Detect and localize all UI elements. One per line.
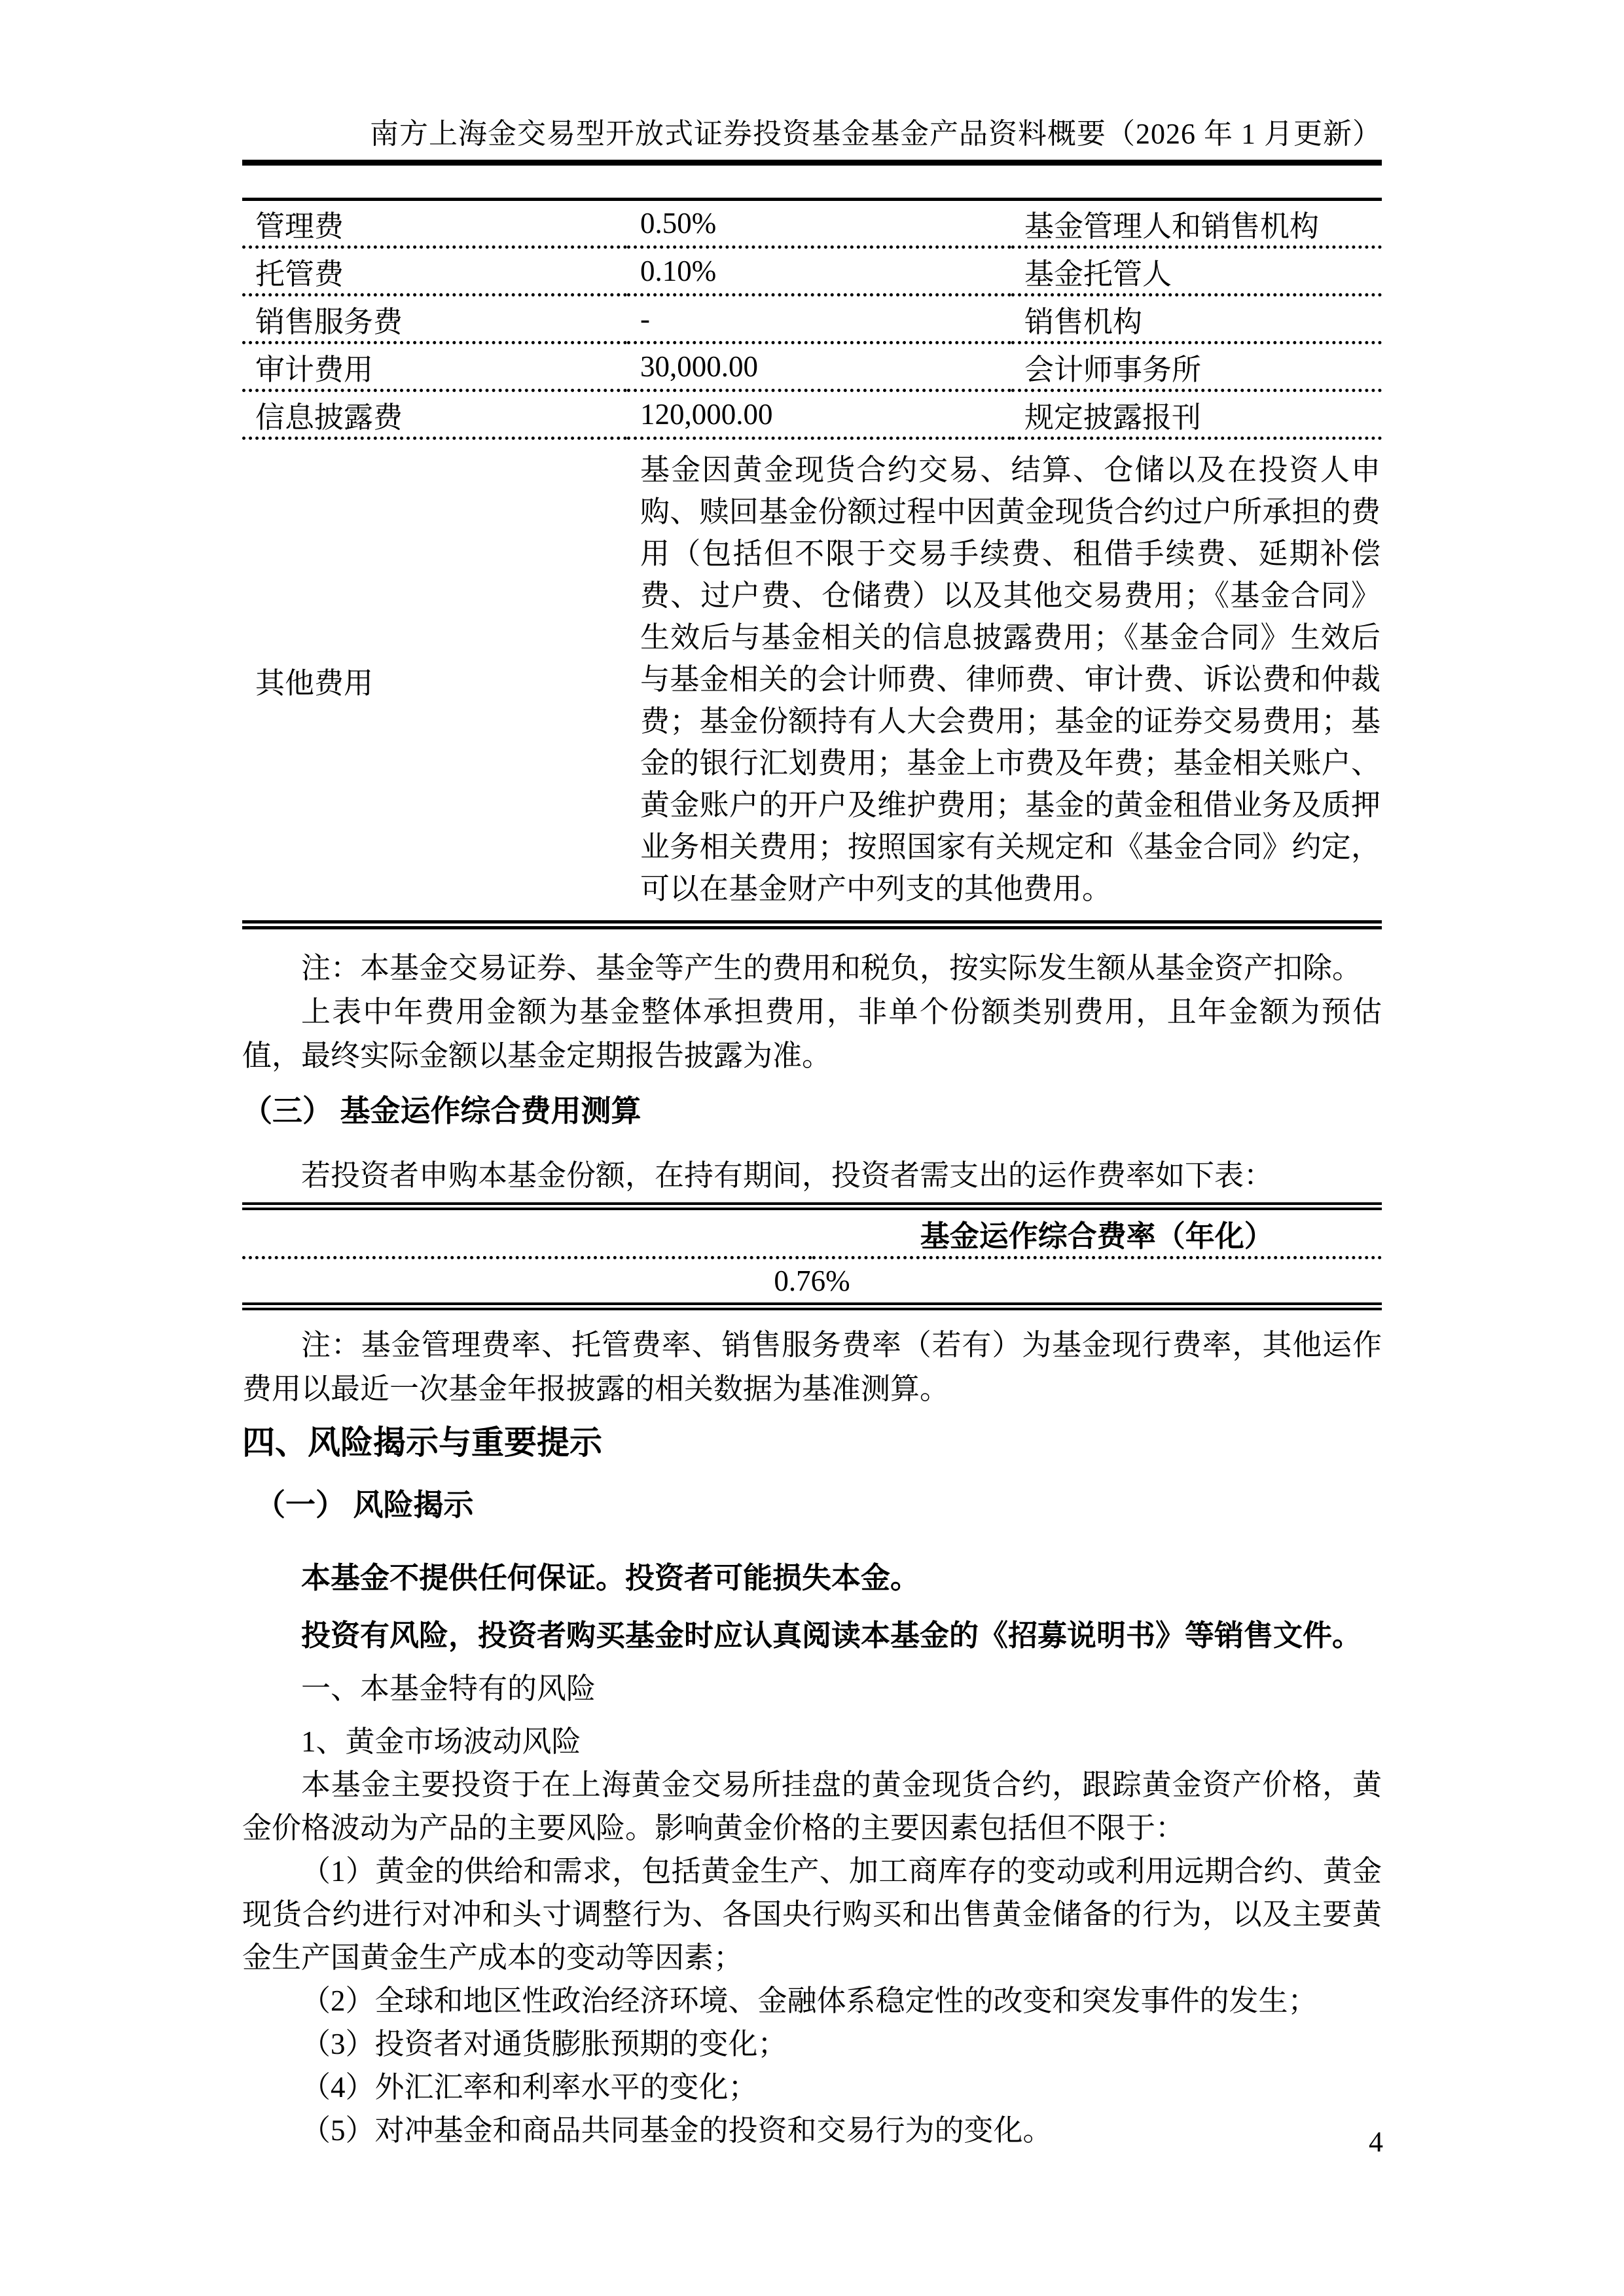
- table-row: [242, 295, 1382, 343]
- risk1-title: 1、黄金市场波动风险: [301, 1725, 581, 1758]
- risk1-intro: 本基金主要投资于在上海黄金交易所挂盘的黄金现货合约，跟踪黄金资产价格，黄金价格波动为产品的主要风险。影响黄金价格的主要因素包括但不限于：: [242, 1768, 1382, 1844]
- risk-factor-5: （5）对冲基金和商品共同基金的投资和交易行为的变化。: [301, 2114, 1053, 2147]
- operation-cost-intro: 若投资者申购本基金份额，在持有期间，投资者需支出的运作费率如下表：: [301, 1159, 1274, 1192]
- fee-value: -: [627, 295, 1011, 343]
- operation-cost-note: 注：基金管理费率、托管费率、销售服务费率（若有）为基金现行费率，其他运作费用以最近一次基金年报披露的相关数据为基准测算。: [242, 1329, 1382, 1405]
- fee-name: 销售服务费: [242, 295, 627, 343]
- table-row: [242, 247, 1382, 295]
- fee-payee: 会计师事务所: [1011, 343, 1382, 391]
- table-row-other-fees: [242, 439, 1382, 925]
- fee-name: 托管费: [242, 247, 627, 295]
- fee-value: 0.50%: [627, 200, 1011, 247]
- fee-name: 其他费用: [255, 666, 374, 700]
- table-row: [242, 1258, 1382, 1307]
- empty-cell: [242, 1206, 812, 1258]
- risk-factor-2: （2）全球和地区性政治经济环境、金融体系稳定性的改变和突发事件的发生；: [301, 1984, 1318, 2017]
- header-rule: [242, 160, 1382, 166]
- fee-value: 120,000.00: [627, 391, 1011, 439]
- fee-payee: 基金托管人: [1011, 247, 1382, 295]
- fee-payee: 销售机构: [1011, 295, 1382, 343]
- table-row: [242, 200, 1382, 247]
- risk-factor-4: （4）外汇汇率和利率水平的变化；: [301, 2071, 758, 2104]
- fee-value: 30,000.00: [627, 343, 1011, 391]
- operation-cost-table: [242, 1202, 1382, 1310]
- fee-table-note-1: 注：本基金交易证券、基金等产生的费用和税负，按实际发生额从基金资产扣除。: [301, 952, 1362, 984]
- page-number: 4: [1369, 2126, 1383, 2158]
- risk-factor-1: （1）黄金的供给和需求，包括黄金生产、加工商库存的变动或利用远期合约、黄金现货合约进行对冲和头寸调整行为、各国央行购买和出售黄金储备的行为，以及主要黄金生产国黄金生产成本的变动等因素；: [242, 1855, 1382, 1974]
- fee-name: 信息披露费: [242, 391, 627, 439]
- fee-value: 0.10%: [627, 247, 1011, 295]
- page-content: [242, 0, 1382, 2152]
- table-row: [242, 343, 1382, 391]
- table-row: [242, 391, 1382, 439]
- other-fees-description: 基金因黄金现货合约交易、结算、仓储以及在投资人申购、赎回基金份额过程中因黄金现货合约过户所承担的费用（包括但不限于交易手续费、租借手续费、延期补偿费、过户费、仓储费）以及其他交易费用；《基金合同》生效后与基金相关的信息披露费用；《基金合同》生效后与基金相关的会计师费、律师费、审计费、诉讼费和仲裁费；基金份额持有人大会费用；基金的证券交易费用；基金的银行汇划费用；基金上市费及年费；基金相关账户、黄金账户的开户及维护费用；基金的黄金租借业务及质押业务相关费用；按照国家有关规定和《基金合同》约定，可以在基金财产中列支的其他费用。: [640, 454, 1380, 905]
- operation-rate-value: 0.76%: [774, 1265, 850, 1297]
- fee-payee: 基金管理人和销售机构: [1011, 200, 1382, 247]
- fee-name: 管理费: [242, 200, 627, 247]
- subsection-heading-risk: （一） 风险揭示: [255, 1488, 474, 1522]
- operation-rate-header: 基金运作综合费率（年化）: [812, 1206, 1382, 1258]
- risk-warning-read-prospectus: 投资有风险，投资者购买基金时应认真阅读本基金的《招募说明书》等销售文件。: [301, 1619, 1362, 1652]
- section-heading-risk-disclosure: 四、风险揭示与重要提示: [242, 1424, 602, 1461]
- table-header-row: [242, 1206, 1382, 1258]
- risk-list-title: 一、本基金特有的风险: [301, 1672, 596, 1705]
- section-heading-operation-cost: （三） 基金运作综合费用测算: [242, 1094, 641, 1128]
- risk-warning-no-guarantee: 本基金不提供任何保证。投资者可能损失本金。: [301, 1562, 920, 1594]
- fee-payee: 规定披露报刊: [1011, 391, 1382, 439]
- fee-table-note-2: 上表中年费用金额为基金整体承担费用，非单个份额类别费用，且年金额为预估值，最终实际金额以基金定期报告披露为准。: [242, 996, 1382, 1072]
- risk-factor-3: （3）投资者对通货膨胀预期的变化；: [301, 2028, 787, 2060]
- fee-table: [242, 198, 1382, 929]
- document-running-header: 南方上海金交易型开放式证券投资基金基金产品资料概要（2026 年 1 月更新）: [370, 118, 1382, 150]
- fee-name: 审计费用: [242, 343, 627, 391]
